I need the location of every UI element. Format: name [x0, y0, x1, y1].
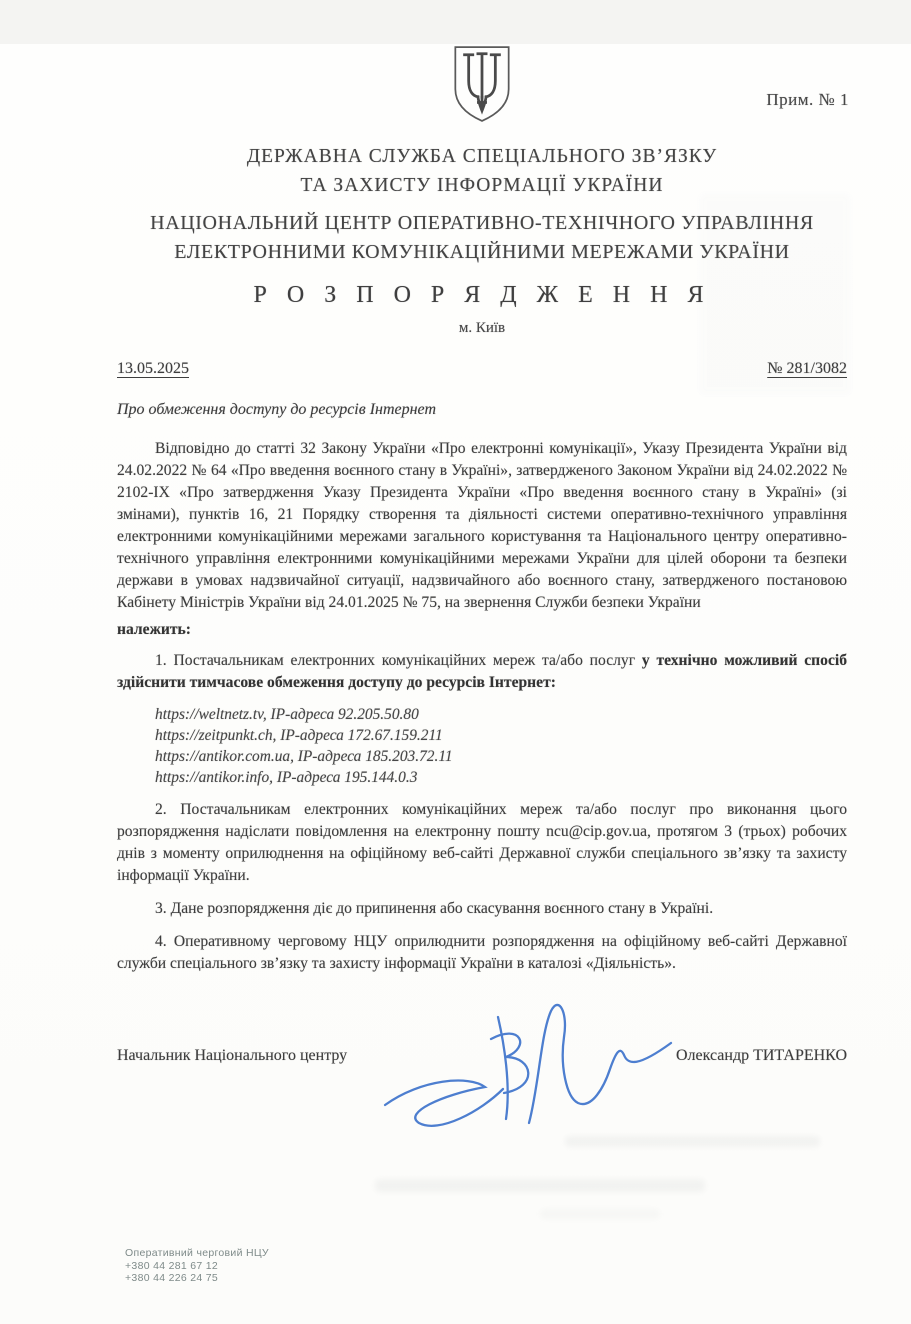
document-type-title: Р О З П О Р Я Д Ж Е Н Н Я [253, 282, 711, 308]
issuing-authority-block [117, 142, 847, 267]
document-subject: Про обмеження доступу до ресурсів Інтернет [117, 401, 436, 418]
handwritten-signature-ink-icon [379, 1001, 679, 1156]
footer-phone-2: +380 44 226 24 75 [125, 1272, 218, 1284]
signer-name: Олександр ТИТАРЕНКО [675, 1047, 847, 1064]
footer-duty-officer: Оперативний черговий НЦУ [125, 1247, 269, 1259]
issue-city: м. Київ [458, 320, 506, 336]
agency-name-line2: ТА ЗАХИСТУ ІНФОРМАЦІЇ УКРАЇНИ [300, 175, 664, 196]
issue-date: 13.05.2025 [117, 360, 189, 377]
order-item-1-bold-text: у технічно можливий спосіб здійснити тимчасове обмеження доступу до ресурсів Інтернет: [117, 652, 847, 691]
blocked-resources-list [155, 704, 847, 788]
signer-position: Начальник Національного центру [117, 1047, 348, 1064]
preamble-paragraph: Відповідно до статті 32 Закону України «Про електронні комунікації», Указу Президента України від 24.02.2022 № 64 «Про введення воєнного стану в Україні», затвердженого Законом України від 24.02.2022 № 2102-ІХ «Про затвердження Указу Президента України «Про введення воєнного стану в Україні» (зі змінами), пунктів 16, 21 Порядку створення та діяльності системи оперативно-технічного управління електронними комунікаційними мережами загального користування та Національного центру оперативно-технічного управління електронними комунікаційними мережами України для цілей оборони та безпеки держави в умовах надзвичайної ситуації, надзвичайного або воєнного стану, затвердженого постановою Кабінету Міністрів України від 24.01.2025 № 75, на звернення Служби безпеки України [117, 440, 847, 611]
agency-name-line1: ДЕРЖАВНА СЛУЖБА СПЕЦІАЛЬНОГО ЗВ’ЯЗКУ [246, 146, 718, 167]
footer-contact-block [125, 1247, 269, 1285]
date-number-row [117, 360, 847, 378]
order-item-3: 3. Дане розпорядження діє до припинення або скасування воєнного стану в Україні. [155, 900, 714, 917]
signature-block [117, 1019, 847, 1179]
copy-number-label: Прим. № 1 [766, 90, 849, 109]
order-item-1-text: 1. Постачальникам електронних комунікаційних мереж та/або послуг [155, 652, 642, 669]
bleed-through-smudge [540, 1209, 660, 1219]
order-item-4: 4. Оперативному черговому НЦУ оприлюднити розпорядження на офіційному веб-сайті Державної служби спеціального зв’язку та захисту інформації України в каталозі «Діяльність». [117, 933, 847, 972]
blocked-resource-item: https://antikor.info, IP-адреса 195.144.0.3 [155, 769, 418, 786]
blocked-resource-item: https://antikor.com.ua, IP-адреса 185.203.72.11 [155, 748, 453, 765]
order-item-1 [117, 650, 847, 694]
national-center-line1: НАЦІОНАЛЬНИЙ ЦЕНТР ОПЕРАТИВНО-ТЕХНІЧНОГО УПРАВЛІННЯ [150, 212, 814, 234]
blocked-resource-item: https://weltnetz.tv, IP-адреса 92.205.50.80 [155, 706, 419, 723]
bleed-through-smudge [375, 1179, 705, 1192]
footer-phone-1: +380 44 281 67 12 [125, 1259, 218, 1272]
directive-word: належить: [117, 621, 191, 638]
national-center-line2: ЕЛЕКТРОННИМИ КОМУНІКАЦІЙНИМИ МЕРЕЖАМИ УКРАЇНИ [174, 241, 790, 263]
document-number: № 281/3082 [767, 360, 847, 377]
ukraine-trident-emblem-icon [451, 44, 513, 124]
scanned-document-page [0, 44, 911, 1324]
order-item-2: 2. Постачальникам електронних комунікаційних мереж та/або послуг про виконання цього розпорядження надіслати повідомлення на електронну пошту ncu@cip.gov.ua, протягом 3 (трьох) робочих днів з моменту оприлюднення на офіційному веб-сайті Державної служби спеціального зв’язку та захисту інформації України. [117, 801, 847, 884]
blocked-resource-item: https://zeitpunkt.ch, IP-адреса 172.67.159.211 [155, 727, 443, 744]
